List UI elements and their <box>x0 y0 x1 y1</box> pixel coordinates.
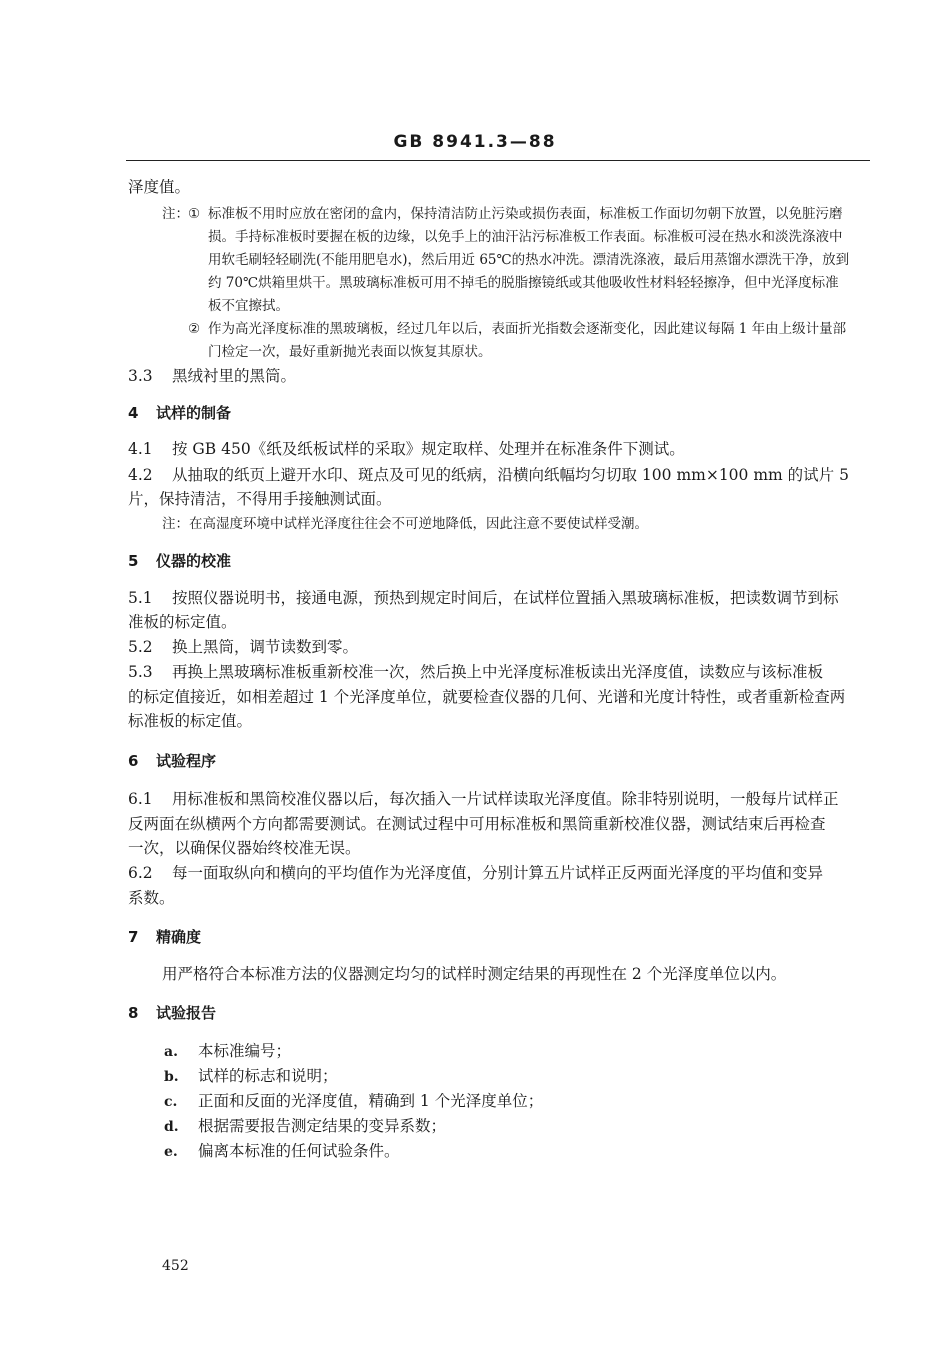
note-2-line: 作为高光泽度标准的黑玻璃板，经过几年以后，表面折光指数会逐渐变化，因此建议每隔 1 年由上级计量部 <box>208 321 847 337</box>
clause-number: 5.3 <box>128 663 153 681</box>
clause-number: 5.2 <box>128 638 153 656</box>
continuation-text: 泽度值。 <box>128 178 191 196</box>
clause-text: 按照仪器说明书，接通电源，预热到规定时间后，在试样位置插入黑玻璃标准板，把读数调节到标 <box>172 589 839 607</box>
clause-number: 6.1 <box>128 790 153 808</box>
clause-6-2-cont: 系数。 <box>128 889 175 907</box>
item-text: 根据需要报告测定结果的变异系数； <box>198 1117 447 1135</box>
clause-number: 4.1 <box>128 440 153 458</box>
section-6-heading <box>128 750 216 771</box>
page-number: 452 <box>162 1258 189 1274</box>
section-number: 7 <box>128 928 139 946</box>
item-letter: d. <box>164 1119 179 1135</box>
section-4-note: 注：在高湿度环境中试样光泽度往往会不可逆地降低，因此注意不要使试样受潮。 <box>162 516 648 532</box>
section-title: 试验程序 <box>156 752 217 770</box>
item-text: 正面和反面的光泽度值，精确到 1 个光泽度单位； <box>198 1092 544 1110</box>
note-1-line: 板不宜擦拭。 <box>208 298 289 314</box>
section-number: 4 <box>128 404 139 422</box>
item-text: 偏离本标准的任何试验条件。 <box>198 1142 400 1160</box>
standard-code-header: GB 8941.3—88 <box>393 132 557 152</box>
clause-number: 4.2 <box>128 466 153 484</box>
report-item <box>164 1115 446 1138</box>
clause-text: 再换上黑玻璃标准板重新校准一次，然后换上中光泽度标准板读出光泽度值，读数应与该标准板 <box>172 663 824 681</box>
clause-6-1 <box>128 788 839 810</box>
item-letter: b. <box>164 1069 179 1085</box>
item-letter: a. <box>164 1044 178 1060</box>
clause-4-2 <box>128 464 849 486</box>
note-marker-2: ② <box>188 321 201 337</box>
report-item <box>164 1140 400 1163</box>
section-number: 5 <box>128 552 139 570</box>
note-1-line: 损。手持标准板时要握在板的边缘，以免手上的油汗沾污标准板工作表面。标准板可浸在热水和淡洗涤液中 <box>208 229 843 245</box>
item-letter: e. <box>164 1144 178 1160</box>
clause-text: 黑绒衬里的黑筒。 <box>172 367 297 385</box>
clause-text: 按 GB 450《纸及纸板试样的采取》规定取样、处理并在标准条件下测试。 <box>172 440 685 458</box>
section-title: 精确度 <box>156 928 202 946</box>
clause-5-3-cont: 的标定值接近，如相差超过 1 个光泽度单位，就要检查仪器的几何、光谱和光度计特性，或者重新检查两 <box>128 688 846 706</box>
clause-text: 换上黑筒，调节读数到零。 <box>172 638 359 656</box>
clause-4-2-cont: 片，保持清洁，不得用手接触测试面。 <box>128 490 392 508</box>
section-number: 6 <box>128 752 139 770</box>
clause-text: 用标准板和黑筒校准仪器以后，每次插入一片试样读取光泽度值。除非特别说明，一般每片试样正 <box>172 790 839 808</box>
report-item <box>164 1065 338 1088</box>
header-rule <box>126 160 870 161</box>
report-item <box>164 1040 291 1063</box>
note-1-line: 标准板不用时应放在密闭的盒内，保持清洁防止污染或损伤表面，标准板工作面切勿朝下放置，以免脏污磨 <box>208 206 843 222</box>
clause-6-1-cont: 反两面在纵横两个方向都需要测试。在测试过程中可用标准板和黑筒重新校准仪器，测试结束后再检查 <box>128 815 826 833</box>
section-5-heading <box>128 550 231 571</box>
note-marker-1: ① <box>188 206 201 222</box>
note-1-line: 用软毛刷轻轻刷洗(不能用肥皂水)，然后用近 65℃的热水冲洗。漂清洗涤液，最后用蒸馏水漂洗干净，放到 <box>208 252 850 268</box>
note-2-line: 门检定一次，最好重新抛光表面以恢复其原状。 <box>208 344 492 360</box>
section-7-heading <box>128 926 201 947</box>
clause-number: 6.2 <box>128 864 153 882</box>
clause-6-1-cont: 一次，以确保仪器始终校准无误。 <box>128 839 361 857</box>
clause-6-2 <box>128 862 823 884</box>
clause-4-1 <box>128 438 685 460</box>
clause-3-3 <box>128 365 296 387</box>
note-label: 注： <box>162 206 189 222</box>
clause-5-1 <box>128 587 839 609</box>
clause-text: 每一面取纵向和横向的平均值作为光泽度值，分别计算五片试样正反两面光泽度的平均值和变异 <box>172 864 824 882</box>
clause-text: 从抽取的纸页上避开水印、斑点及可见的纸病，沿横向纸幅均匀切取 100 mm×100 mm 的试片 5 <box>172 466 849 484</box>
section-8-heading <box>128 1002 216 1023</box>
item-letter: c. <box>164 1094 178 1110</box>
clause-5-3 <box>128 661 823 683</box>
section-title: 试验报告 <box>156 1004 217 1022</box>
clause-number: 5.1 <box>128 589 153 607</box>
clause-5-1-cont: 准板的标定值。 <box>128 613 237 631</box>
item-text: 试样的标志和说明； <box>198 1067 338 1085</box>
clause-5-2 <box>128 636 358 658</box>
report-item <box>164 1090 543 1113</box>
section-4-heading <box>128 402 231 423</box>
clause-5-3-cont: 标准板的标定值。 <box>128 712 253 730</box>
clause-number: 3.3 <box>128 367 153 385</box>
section-number: 8 <box>128 1004 139 1022</box>
note-1-line: 约 70℃烘箱里烘干。黑玻璃标准板可用不掉毛的脱脂擦镜纸或其他吸收性材料轻轻擦净，但中光泽度标准 <box>208 275 839 291</box>
section-title: 仪器的校准 <box>156 552 232 570</box>
section-title: 试样的制备 <box>156 404 232 422</box>
item-text: 本标准编号； <box>198 1042 292 1060</box>
section-7-text: 用严格符合本标准方法的仪器测定均匀的试样时测定结果的再现性在 2 个光泽度单位以内。 <box>162 965 787 983</box>
